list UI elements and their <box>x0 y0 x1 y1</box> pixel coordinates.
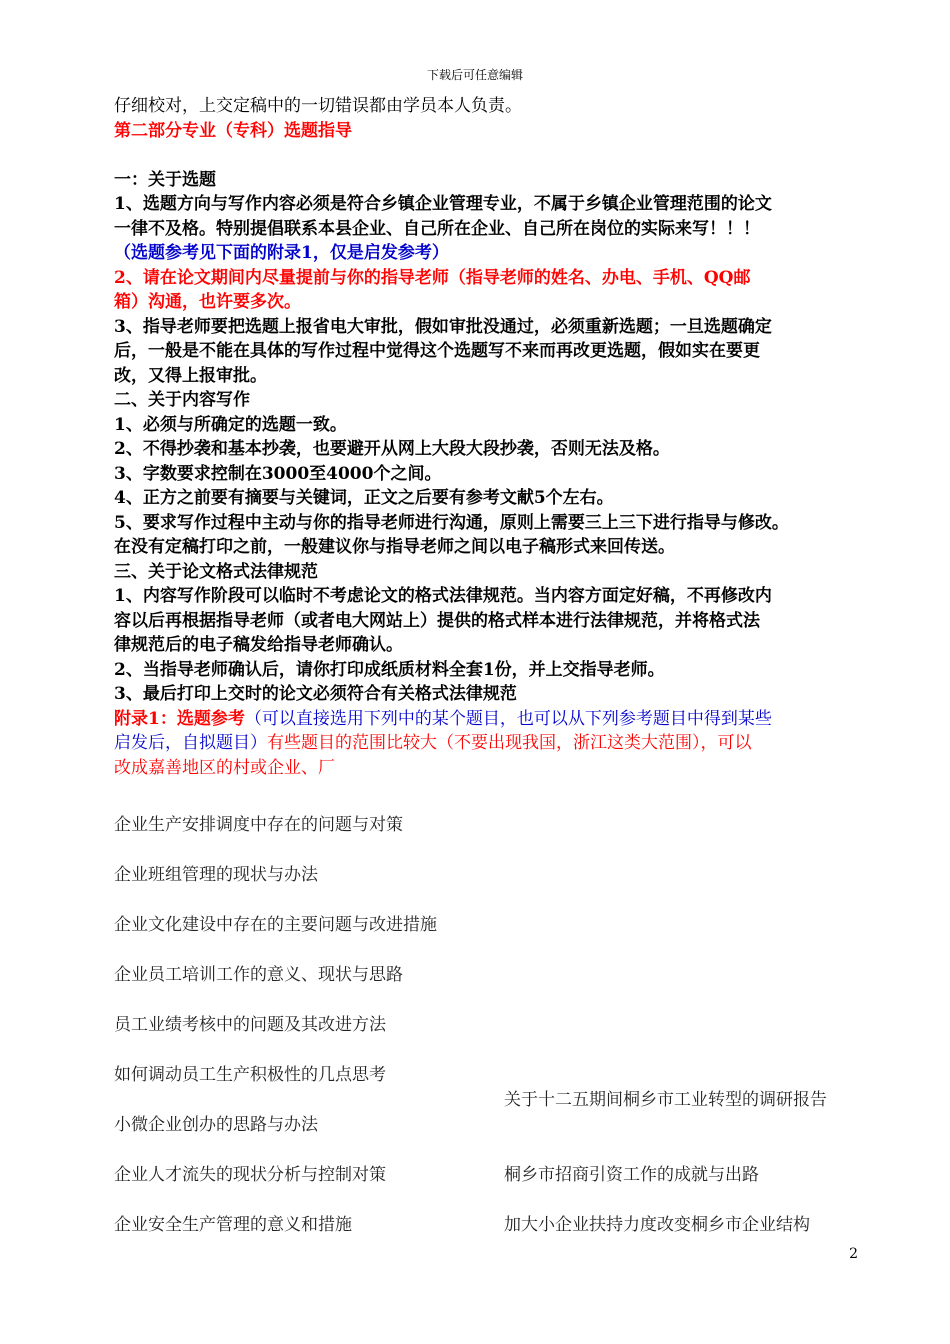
sec2-item3: 3、字数要求控制在3000至4000个之间。 <box>114 463 442 484</box>
section1-title: 一：关于选题 <box>114 169 216 190</box>
topic-row <box>114 812 874 862</box>
topic-item: 企业生产安排调度中存在的问题与对策 <box>114 815 403 835</box>
topic-row <box>114 862 874 912</box>
sec2-item1: 1、必须与所确定的选题一致。 <box>114 414 347 435</box>
appendix-line3: 改成嘉善地区的村或企业、厂 <box>114 757 335 778</box>
sec1-para3-line3: 改，又得上报审批。 <box>114 365 267 386</box>
topic-row <box>114 962 874 1012</box>
sec2-item5-line1: 5、要求写作过程中主动与你的指导老师进行沟通，原则上需要三上三下进行指导与修改。 <box>114 512 789 533</box>
sec1-para2-line1: 2、请在论文期间内尽量提前与你的指导老师（指导老师的姓名、办电、手机、QQ邮 <box>114 267 751 288</box>
appendix-note-part1: （可以直接选用下列中的某个题目，也可以从下列参考题目中得到某些 <box>244 708 772 729</box>
blank-line <box>114 143 862 168</box>
sec1-para1-line1: 1、选题方向与写作内容必须是符合乡镇企业管理专业，不属于乡镇企业管理范围的论文 <box>114 194 772 214</box>
appendix-line1 <box>114 707 862 732</box>
sec1-para2-line2: 箱）沟通，也许要多次。 <box>114 292 301 312</box>
topic-item: 企业安全生产管理的意义和措施 <box>114 1215 352 1235</box>
sec1-para1-note: （选题参考见下面的附录1，仅是启发参考） <box>114 243 449 263</box>
topic-row <box>114 1012 874 1062</box>
page-header: 下载后可任意编辑 <box>426 68 523 82</box>
sec3-item1-line1: 1、内容写作阶段可以临时不考虑论文的格式法律规范。当内容方面定好稿，不再修改内 <box>114 586 772 606</box>
appendix-note-part2: 启发后，自拟题目） <box>114 733 267 753</box>
sec2-item2: 2、不得抄袭和基本抄袭，也要避开从网上大段大段抄袭，否则无法及格。 <box>114 439 670 459</box>
sec2-item4: 4、正方之前要有摘要与关键词，正文之后要有参考文献5个左右。 <box>114 488 614 508</box>
topic-item: 员工业绩考核中的问题及其改进方法 <box>114 1015 386 1035</box>
sec3-item3: 3、最后打印上交时的论文必须符合有关格式法律规范 <box>114 684 517 704</box>
document-body <box>114 94 862 780</box>
sec3-item1-line2: 容以后再根据指导老师（或者电大网站上）提供的格式样本进行法律规范，并将格式法 <box>114 610 760 631</box>
topic-item-right: 桐乡市招商引资工作的成就与出路 <box>504 1165 759 1185</box>
intro-text: 仔细校对，上交定稿中的一切错误都由学员本人负责。 <box>114 96 522 116</box>
topic-item-right: 加大小企业扶持力度改变桐乡市企业结构 <box>504 1215 810 1235</box>
sec1-para3-line2: 后，一般是不能在具体的写作过程中觉得这个选题写不来而再改更选题，假如实在要更 <box>114 341 760 361</box>
section2-title: 二、关于内容写作 <box>114 390 250 410</box>
topic-item: 企业人才流失的现状分析与控制对策 <box>114 1165 386 1185</box>
sec3-item2: 2、当指导老师确认后，请你打印成纸质材料全套1份，并上交指导老师。 <box>114 659 665 680</box>
appendix-label: 附录1：选题参考 <box>114 708 245 729</box>
section3-title: 三、关于论文格式法律规范 <box>114 561 318 582</box>
appendix-line2 <box>114 731 862 756</box>
topic-item-right: 关于十二五期间桐乡市工业转型的调研报告 <box>504 1090 827 1110</box>
topic-item: 企业文化建设中存在的主要问题与改进措施 <box>114 915 437 935</box>
sec1-para3-line1: 3、指导老师要把选题上报省电大审批，假如审批没通过，必须重新选题；一旦选题确定 <box>114 316 772 337</box>
topic-row <box>114 1112 874 1162</box>
topic-item: 企业员工培训工作的意义、现状与思路 <box>114 965 403 985</box>
topic-item: 如何调动员工生产积极性的几点思考 <box>114 1065 386 1085</box>
sec3-item1-line3: 律规范后的电子稿发给指导老师确认。 <box>114 635 403 655</box>
topic-item: 小微企业创办的思路与办法 <box>114 1115 318 1135</box>
part2-title: 第二部分专业（专科）选题指导 <box>114 120 352 141</box>
topic-row <box>114 912 874 962</box>
page-number: 2 <box>849 1246 858 1262</box>
appendix-tail-part1: 有些题目的范围比较大（不要出现我国，浙江这类大范围），可以 <box>267 733 752 753</box>
sec2-item5-line2: 在没有定稿打印之前，一般建议你与指导老师之间以电子稿形式来回传送。 <box>114 537 675 557</box>
topic-item: 企业班组管理的现状与办法 <box>114 865 318 885</box>
sec1-para1-line2: 一律不及格。特别提倡联系本县企业、自己所在企业、自己所在岗位的实际来写！！！ <box>114 218 760 239</box>
